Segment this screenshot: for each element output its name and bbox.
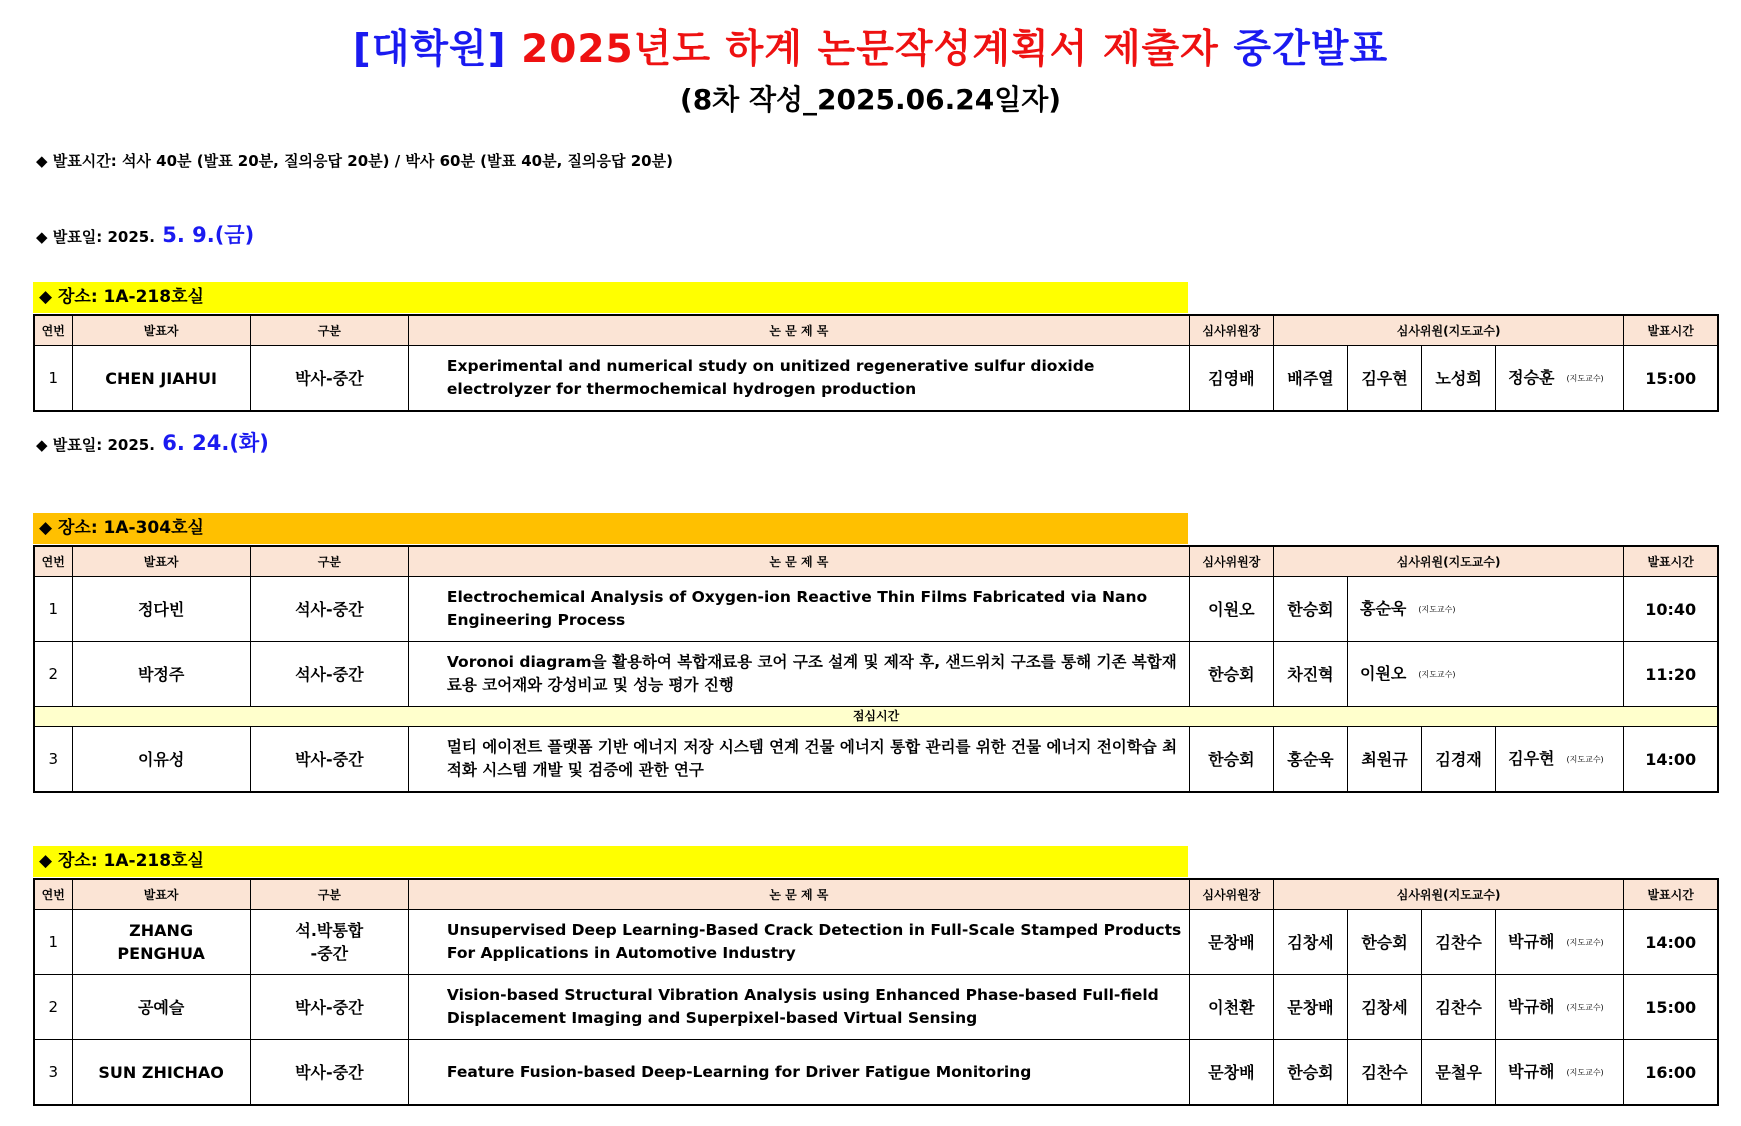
row-presenter: 정다빈	[72, 577, 250, 642]
col-type: 구분	[250, 315, 408, 346]
advisor-tag: (지도교수)	[1418, 605, 1456, 614]
row-member: 노성희	[1422, 346, 1496, 412]
row-chair: 이천환	[1189, 975, 1273, 1040]
row-time: 15:00	[1624, 975, 1718, 1040]
col-title: 논 문 제 목	[408, 315, 1189, 346]
date-line-day2	[36, 427, 269, 457]
title-main: 2025년도 하계 논문작성계획서 제출자	[521, 27, 1219, 72]
row-no: 2	[34, 975, 72, 1040]
col-time: 발표시간	[1624, 546, 1718, 577]
row-no: 3	[34, 1040, 72, 1106]
row-type	[250, 910, 408, 975]
table-row	[34, 577, 1718, 642]
row-type: 박사-중간	[250, 346, 408, 412]
lunch-row	[34, 707, 1718, 727]
row-type: 박사-중간	[250, 1040, 408, 1106]
schedule-table-day2-room218	[33, 878, 1719, 1106]
row-chair: 이원오	[1189, 577, 1273, 642]
col-presenter: 발표자	[72, 879, 250, 910]
col-type: 구분	[250, 879, 408, 910]
row-member: 한승회	[1273, 577, 1347, 642]
date-label: ◆ 발표일: 2025.	[36, 436, 155, 454]
row-title: Voronoi diagram을 활용하여 복합재료용 코어 구조 설계 및 제작 후, 샌드위치 구조를 통해 기존 복합재료용 코어재와 강성비교 및 성능 평가 진행	[408, 642, 1189, 707]
table-header-row	[34, 315, 1718, 346]
row-title: Vision-based Structural Vibration Analysis using Enhanced Phase-based Full-field Displacement Imaging and Superpixel-based Virtual Sensing	[408, 975, 1189, 1040]
row-presenter: 이유성	[72, 727, 250, 793]
col-committee: 심사위원(지도교수)	[1273, 315, 1623, 346]
row-advisor	[1496, 1040, 1624, 1106]
row-type: 박사-중간	[250, 727, 408, 793]
row-member: 김창세	[1347, 975, 1421, 1040]
row-member: 김경재	[1422, 727, 1496, 793]
advisor-tag: (지도교수)	[1566, 1068, 1604, 1077]
advisor-tag: (지도교수)	[1566, 755, 1604, 764]
row-advisor	[1347, 642, 1623, 707]
col-no: 연번	[34, 879, 72, 910]
col-time: 발표시간	[1624, 315, 1718, 346]
row-advisor	[1347, 577, 1623, 642]
row-title: Feature Fusion-based Deep-Learning for Driver Fatigue Monitoring	[408, 1040, 1189, 1106]
row-type: 박사-중간	[250, 975, 408, 1040]
advisor-name: 홍순욱	[1359, 599, 1407, 618]
row-time: 14:00	[1624, 910, 1718, 975]
row-member: 한승회	[1273, 1040, 1347, 1106]
schedule-table-day2-room304	[33, 545, 1719, 793]
table-header-row	[34, 546, 1718, 577]
table-row	[34, 975, 1718, 1040]
page-title	[0, 18, 1741, 74]
date-label: ◆ 발표일: 2025.	[36, 228, 155, 246]
row-chair: 김영배	[1189, 346, 1273, 412]
row-no: 3	[34, 727, 72, 793]
row-no: 1	[34, 577, 72, 642]
advisor-name: 정승훈	[1508, 368, 1555, 387]
row-chair: 한승회	[1189, 642, 1273, 707]
col-no: 연번	[34, 315, 72, 346]
advisor-tag: (지도교수)	[1566, 938, 1604, 947]
col-presenter: 발표자	[72, 546, 250, 577]
row-presenter: SUN ZHICHAO	[72, 1040, 250, 1106]
table-header-row	[34, 879, 1718, 910]
row-title: 멀티 에이전트 플랫폼 기반 에너지 저장 시스템 연계 건물 에너지 통합 관리를 위한 건물 에너지 전이학습 최적화 시스템 개발 및 검증에 관한 연구	[408, 727, 1189, 793]
row-chair: 한승회	[1189, 727, 1273, 793]
table-row	[34, 642, 1718, 707]
row-presenter: 공예슬	[72, 975, 250, 1040]
col-chair: 심사위원장	[1189, 315, 1273, 346]
advisor-tag: (지도교수)	[1566, 374, 1604, 383]
table-row	[34, 910, 1718, 975]
lunch-break: 점심시간	[34, 707, 1718, 727]
row-presenter: 박정주	[72, 642, 250, 707]
advisor-tag: (지도교수)	[1418, 670, 1456, 679]
row-member: 김찬수	[1347, 1040, 1421, 1106]
title-suffix: 중간발표	[1233, 27, 1389, 72]
presenter-line: PENGHUA	[117, 944, 205, 963]
advisor-tag: (지도교수)	[1566, 1003, 1604, 1012]
col-time: 발표시간	[1624, 879, 1718, 910]
row-presenter: CHEN JIAHUI	[72, 346, 250, 412]
row-chair: 문창배	[1189, 910, 1273, 975]
row-member: 김창세	[1273, 910, 1347, 975]
date-value: 5. 9.(금)	[154, 223, 255, 247]
row-type: 석사-중간	[250, 642, 408, 707]
advisor-name: 박규해	[1508, 997, 1555, 1016]
col-title: 논 문 제 목	[408, 879, 1189, 910]
col-presenter: 발표자	[72, 315, 250, 346]
row-member: 한승회	[1347, 910, 1421, 975]
presentation-time-note: ◆ 발표시간: 석사 40분 (발표 20분, 질의응답 20분) / 박사 60분 (발표 40분, 질의응답 20분)	[36, 152, 673, 170]
row-time: 16:00	[1624, 1040, 1718, 1106]
row-member: 홍순욱	[1273, 727, 1347, 793]
row-type: 석사-중간	[250, 577, 408, 642]
date-line-day1	[36, 219, 254, 249]
advisor-name: 이원오	[1359, 664, 1407, 683]
row-presenter	[72, 910, 250, 975]
advisor-name: 김우현	[1508, 749, 1555, 768]
row-advisor	[1496, 975, 1624, 1040]
advisor-name: 박규해	[1508, 1062, 1555, 1081]
row-member: 김우현	[1347, 346, 1421, 412]
type-line: -중간	[310, 944, 349, 963]
page-subtitle: (8차 작성_2025.06.24일자)	[679, 83, 1062, 116]
row-member: 최원규	[1347, 727, 1421, 793]
venue-banner: ◆ 장소: 1A-218호실	[33, 282, 1188, 313]
row-time: 11:20	[1624, 642, 1718, 707]
row-no: 2	[34, 642, 72, 707]
row-no: 1	[34, 910, 72, 975]
date-value: 6. 24.(화)	[154, 431, 269, 455]
row-title: Unsupervised Deep Learning-Based Crack Detection in Full-Scale Stamped Products For Applications in Automotive Industry	[408, 910, 1189, 975]
row-time: 15:00	[1624, 346, 1718, 412]
table-row	[34, 727, 1718, 793]
col-committee: 심사위원(지도교수)	[1273, 546, 1623, 577]
row-member: 문철우	[1422, 1040, 1496, 1106]
row-no: 1	[34, 346, 72, 412]
row-member: 차진혁	[1273, 642, 1347, 707]
advisor-name: 박규해	[1508, 932, 1555, 951]
row-member: 김찬수	[1422, 910, 1496, 975]
row-title: Experimental and numerical study on unitized regenerative sulfur dioxide electrolyzer for thermochemical hydrogen production	[408, 346, 1189, 412]
presenter-line: ZHANG	[129, 921, 194, 940]
table-row	[34, 1040, 1718, 1106]
row-member: 김찬수	[1422, 975, 1496, 1040]
col-no: 연번	[34, 546, 72, 577]
row-advisor	[1496, 727, 1624, 793]
type-line: 석.박통합	[295, 921, 364, 940]
col-type: 구분	[250, 546, 408, 577]
row-member: 문창배	[1273, 975, 1347, 1040]
title-prefix: [대학원]	[352, 27, 507, 72]
col-title: 논 문 제 목	[408, 546, 1189, 577]
table-row	[34, 346, 1718, 412]
col-chair: 심사위원장	[1189, 879, 1273, 910]
row-time: 14:00	[1624, 727, 1718, 793]
row-member: 배주열	[1273, 346, 1347, 412]
venue-banner: ◆ 장소: 1A-304호실	[33, 513, 1188, 544]
col-chair: 심사위원장	[1189, 546, 1273, 577]
col-committee: 심사위원(지도교수)	[1273, 879, 1623, 910]
schedule-table-day1-room218	[33, 314, 1719, 412]
row-advisor	[1496, 910, 1624, 975]
row-chair: 문창배	[1189, 1040, 1273, 1106]
venue-banner: ◆ 장소: 1A-218호실	[33, 846, 1188, 877]
row-advisor	[1496, 346, 1624, 412]
row-time: 10:40	[1624, 577, 1718, 642]
row-title: Electrochemical Analysis of Oxygen-ion Reactive Thin Films Fabricated via Nano Engineering Process	[408, 577, 1189, 642]
